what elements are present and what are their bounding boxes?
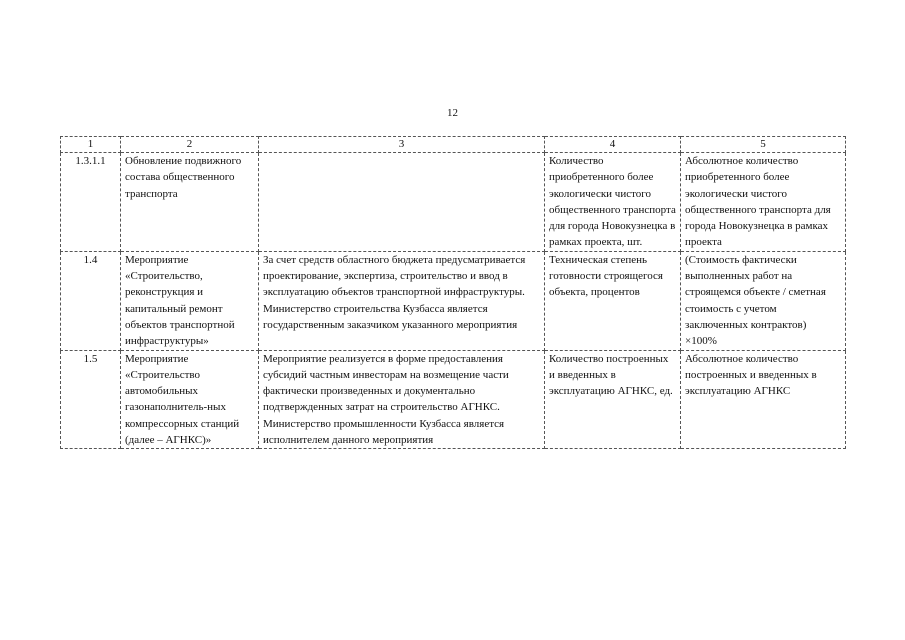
table-row xyxy=(61,350,846,449)
measure-description xyxy=(259,153,545,252)
row-number: 1.5 xyxy=(61,350,121,449)
row-number: 1.3.1.1 xyxy=(61,153,121,252)
calculation-method: (Стоимость фактически выполненных работ на строящемся объекте / сметная стоимость с учетом заключенных контрактов) ×100% xyxy=(681,251,846,350)
indicator: Количество построенных и введенных в эксплуатацию АГНКС, ед. xyxy=(545,350,681,449)
indicator: Количество приобретенного более экологически чистого общественного транспорта для города Новокузнецка в рамках проекта, шт. xyxy=(545,153,681,252)
measure-name: Мероприятие «Строительство автомобильных газонаполнитель-ных компрессорных станций (далее – АГНКС)» xyxy=(121,350,259,449)
measure-name: Обновление подвижного состава общественного транспорта xyxy=(121,153,259,252)
row-number: 1.4 xyxy=(61,251,121,350)
calculation-method: Абсолютное количество построенных и введенных в эксплуатацию АГНКС xyxy=(681,350,846,449)
calculation-method: Абсолютное количество приобретенного более экологически чистого общественного транспорта для города Новокузнецка в рамках проекта xyxy=(681,153,846,252)
table-row xyxy=(61,153,846,252)
header-cell-3: 3 xyxy=(259,137,545,153)
table-header-row xyxy=(61,137,846,153)
measure-description: Мероприятие реализуется в форме предоставления субсидий частным инвесторам на возмещение части фактически произведенных и документально подтвержденных затрат на строительство АГНКС. Министерство промышленности Кузбасса является исполнителем данного мероприятия xyxy=(259,350,545,449)
indicator: Техническая степень готовности строящегося объекта, процентов xyxy=(545,251,681,350)
page-number: 12 xyxy=(447,107,458,119)
measure-name: Мероприятие «Строительство, реконструкция и капитальный ремонт объектов транспортной инфраструктуры» xyxy=(121,251,259,350)
header-cell-4: 4 xyxy=(545,137,681,153)
header-cell-2: 2 xyxy=(121,137,259,153)
measures-table xyxy=(60,136,846,449)
header-cell-5: 5 xyxy=(681,137,846,153)
table-row xyxy=(61,251,846,350)
measure-description: За счет средств областного бюджета предусматривается проектирование, экспертиза, строительство и ввод в эксплуатацию объектов транспортной инфраструктуры. Министерство строительства Кузбасса является государственным заказчиком указанного мероприятия xyxy=(259,251,545,350)
header-cell-1: 1 xyxy=(61,137,121,153)
